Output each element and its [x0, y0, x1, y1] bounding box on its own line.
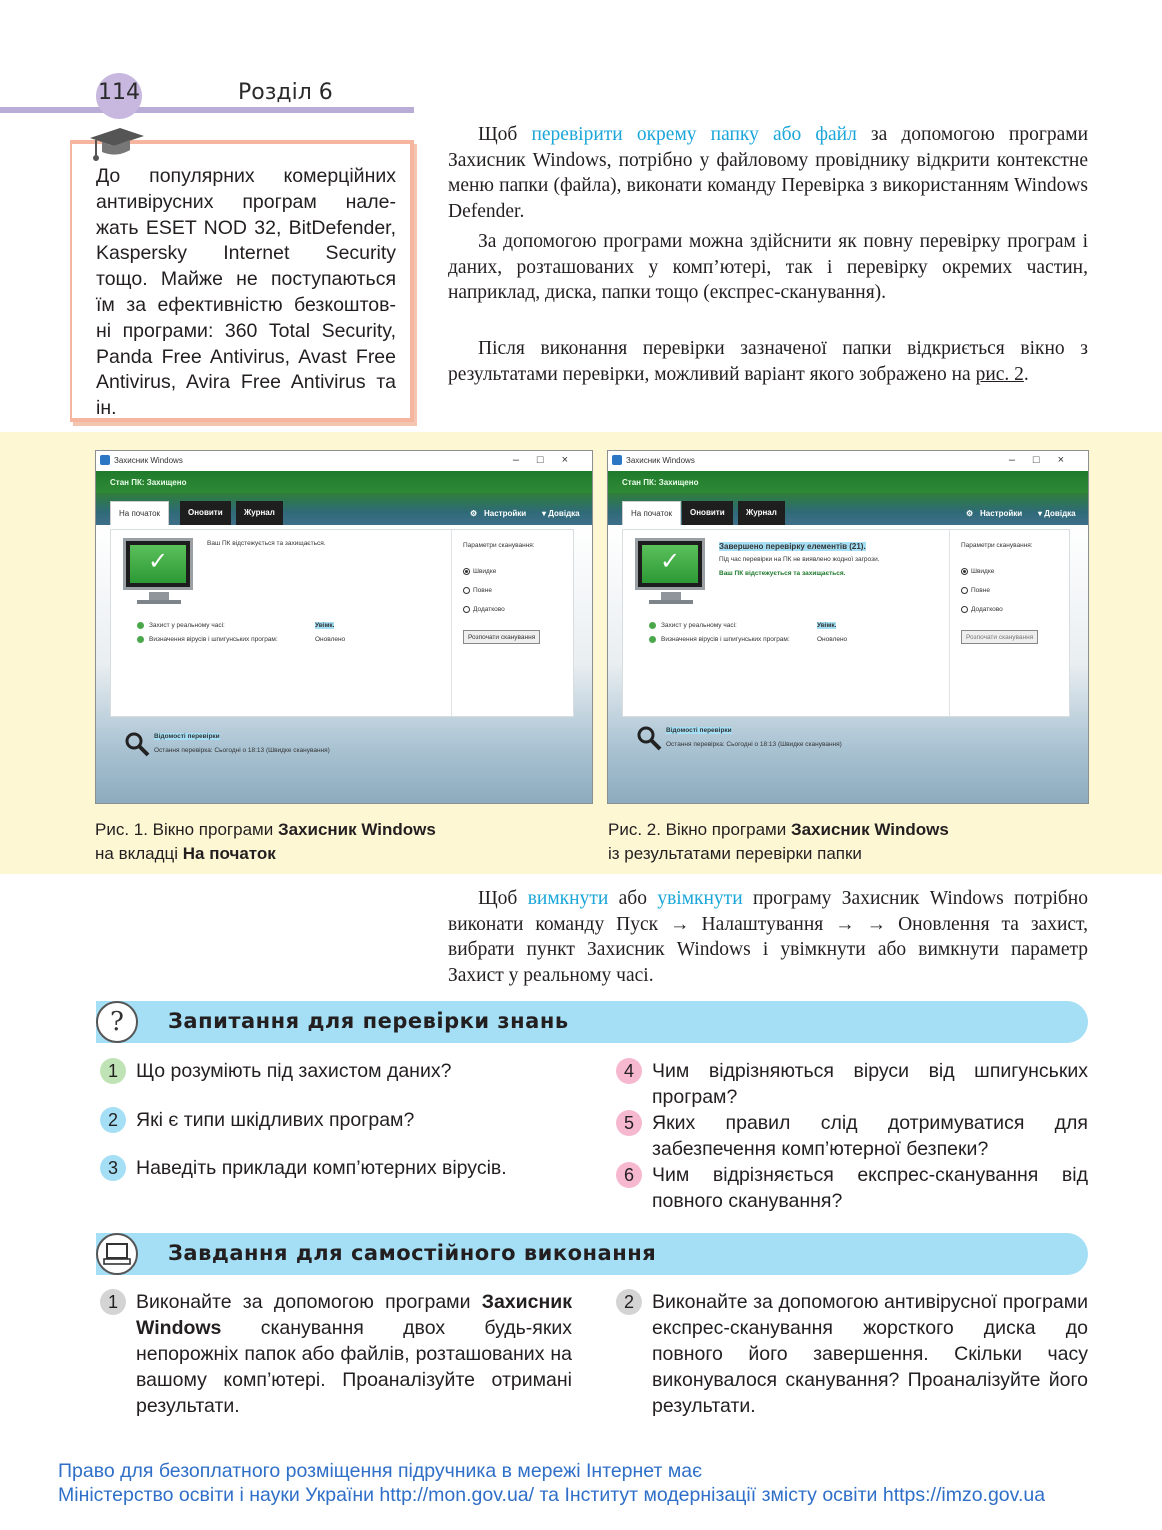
gear-icon[interactable]: ⚙: [966, 509, 974, 518]
radio-full[interactable]: [961, 587, 968, 594]
scan-complete-title: Завершено перевірку елементів (21).: [719, 542, 866, 551]
paragraph-check-folder: [448, 122, 1088, 224]
task-number: 2: [616, 1289, 642, 1315]
para1-post: за допомогою програми Захисник Windows, потрібно у файловому провіднику відкрити контекстне меню папки (файла), виконати команду Перевірка з використанням Windows Defender.: [448, 124, 1088, 222]
para4-pre: Щоб: [478, 888, 528, 909]
question-number: 1: [100, 1058, 126, 1084]
tab-home[interactable]: На початок: [110, 501, 169, 525]
window-title: Захисник Windows: [626, 456, 695, 465]
start-scan-button[interactable]: Розпочати сканування: [463, 630, 540, 644]
note-line: тощо. Майже не поступаються: [96, 268, 396, 291]
status-text: Стан ПК: Захищено: [110, 478, 187, 487]
para3-post: .: [1023, 363, 1029, 385]
realtime-label: Захист у реальному часі:: [149, 622, 225, 629]
option-custom-label: Додатково: [971, 606, 1003, 613]
tab-history[interactable]: Журнал: [236, 501, 283, 525]
paragraph-toggle-defender: [448, 886, 1088, 988]
protected-monitor-icon: ✓: [635, 538, 705, 590]
computer-icon: [96, 1233, 138, 1275]
question-number: 6: [616, 1162, 642, 1188]
link-disable[interactable]: вимкнути: [527, 888, 609, 909]
question-item: Чим відрізняється експрес-сканування від повного сканування?: [652, 1164, 1088, 1212]
note-line: ні програми: 360 Total Security,: [96, 319, 396, 342]
note-line: Antivirus, Avira Free Antivirus та ін.: [96, 371, 396, 420]
option-quick-label: Швидке: [473, 568, 497, 575]
note-line: антивірусних програм нале-: [96, 190, 396, 213]
caption-1-bold: Захисник Windows: [277, 820, 436, 839]
protected-message: Ваш ПК відстежується та захищається.: [719, 570, 846, 577]
note-line: жать ESET NOD 32, BitDefender,: [96, 216, 396, 239]
tab-update[interactable]: Оновити: [682, 501, 733, 525]
para4-post: програму Захисник Windows потрібно виконати команду Пуск → Налаштування → → Оновлення та захист, вибрати пункт Захисник Windows і увімкнути або вимкнути параметр Захист у реальному часі.: [448, 888, 1088, 986]
caption-1-line2-bold: На початок: [182, 844, 276, 863]
results-panel: [622, 529, 1070, 717]
settings-link[interactable]: Настройки: [484, 509, 527, 518]
question-number: 4: [616, 1058, 642, 1084]
status-bar: [96, 471, 592, 493]
scan-options-label: Параметри сканування:: [961, 542, 1033, 549]
question-number: 2: [100, 1107, 126, 1133]
caption-2-bold: Захисник Windows: [790, 820, 949, 839]
page-number: 114: [98, 80, 140, 105]
paragraph-scan-types: За допомогою програми можна здійснити як повну перевірку програм і даних, розташованих у комп’ютері, так і перевірку окремих частин, наприклад, диска, папки тощо (експрес-сканування).: [448, 231, 1088, 303]
window-titlebar: [96, 451, 592, 471]
note-line: їм за ефективністю безкоштов-: [96, 293, 396, 316]
caption-2-line2: із результатами перевірки папки: [608, 844, 862, 863]
help-link[interactable]: ▾ Довідка: [1038, 509, 1076, 518]
task-1-post: сканування двох будь-яких непорожніх папок або файлів, розташованих на вашому комп’ютері. Проаналізуйте отримані результати.: [136, 1317, 572, 1417]
tab-home[interactable]: На початок: [622, 501, 681, 525]
realtime-value: Увімк.: [315, 622, 335, 629]
window-titlebar: [608, 451, 1088, 471]
task-item: Виконайте за допомогою антивірусної програми експрес-сканування жорсткого диска до повного його завершення. Скільки часу виконувалося сканування? Проаналізуйте його результати.: [652, 1291, 1088, 1417]
graduation-cap-icon: [86, 124, 146, 164]
footer-links-line[interactable]: Міністерство освіти і науки України http://mon.gov.ua/ та Інститут модернізації змісту освіти https://imzo.gov.ua: [58, 1484, 1046, 1506]
figure-2-defender-results-window: [607, 450, 1089, 804]
header-rule: [0, 107, 414, 113]
figure-1-defender-window: [95, 450, 593, 804]
status-ok-icon: [137, 636, 144, 643]
sidebar-note-text: [96, 164, 396, 422]
last-scan-info: Остання перевірка: Сьогодні о 18:13 (Швидке сканування): [666, 741, 842, 748]
window-title: Захисник Windows: [114, 456, 183, 465]
section-title: Розділ 6: [238, 80, 333, 105]
scan-options-label: Параметри сканування:: [463, 542, 535, 549]
gear-icon[interactable]: ⚙: [470, 509, 478, 518]
definitions-label: Визначення вірусів і шпигунських програм:: [661, 636, 790, 643]
status-bar: [608, 471, 1088, 493]
question-number: 5: [616, 1110, 642, 1136]
definitions-label: Визначення вірусів і шпигунських програм:: [149, 636, 278, 643]
status-text: Стан ПК: Захищено: [622, 478, 699, 487]
figure-1-caption: [95, 818, 436, 866]
radio-full[interactable]: [463, 587, 470, 594]
option-quick-label: Швидке: [971, 568, 995, 575]
scan-complete-subtitle: Під час перевірки на ПК не виявлено жодної загрози.: [719, 556, 880, 563]
option-custom-label: Додатково: [473, 606, 505, 613]
question-mark-icon: ?: [96, 1001, 138, 1043]
tab-update[interactable]: Оновити: [180, 501, 231, 525]
start-scan-button[interactable]: Розпочати сканування: [961, 630, 1038, 644]
task-number: 1: [100, 1289, 126, 1315]
protected-message: Ваш ПК відстежується та захищається.: [207, 540, 326, 547]
option-full-label: Повне: [473, 587, 492, 594]
window-controls[interactable]: –□×: [512, 454, 586, 466]
magnifier-icon: [636, 725, 662, 751]
figure-reference[interactable]: рис. 2: [975, 363, 1024, 385]
window-body: [608, 525, 1088, 803]
question-item: Яких правил слід дотримуватися для забезпечення комп’ютерної безпеки?: [652, 1112, 1088, 1160]
radio-quick[interactable]: [463, 568, 470, 575]
questions-title: Запитання для перевірки знань: [168, 1009, 569, 1033]
realtime-label: Захист у реальному часі:: [661, 622, 737, 629]
question-number: 3: [100, 1155, 126, 1181]
last-scan-info: Остання перевірка: Сьогодні о 18:13 (Швидке сканування): [154, 747, 330, 754]
home-panel: [110, 529, 574, 717]
window-controls[interactable]: –□×: [1008, 454, 1082, 466]
tab-history[interactable]: Журнал: [738, 501, 785, 525]
task-1-pre: Виконайте за допомогою програми: [136, 1291, 482, 1313]
radio-quick[interactable]: [961, 568, 968, 575]
radio-custom[interactable]: [961, 606, 968, 613]
task-1-bold: Захисник Windows: [136, 1291, 572, 1339]
status-ok-icon: [649, 636, 656, 643]
protected-monitor-icon: ✓: [123, 538, 193, 590]
settings-link[interactable]: Настройки: [980, 509, 1023, 518]
window-body: [96, 525, 592, 803]
defender-app-icon: [100, 455, 110, 465]
link-check-folder[interactable]: перевірити окрему папку або файл: [531, 124, 857, 145]
para3-pre: Після виконання перевірки зазначеної папки відкриється вікно з результатами перевірки, можливий варіант якого зображено на: [448, 338, 1088, 385]
note-line: До популярних комерційних: [96, 165, 396, 187]
status-ok-icon: [649, 622, 656, 629]
footer-license-line: Право для безоплатного розміщення підручника в мережі Інтернет має: [58, 1460, 703, 1482]
tab-bar: [608, 493, 1088, 525]
defender-app-icon: [612, 455, 622, 465]
para4-mid: або: [608, 888, 658, 909]
magnifier-icon: [124, 731, 150, 757]
question-item: Які є типи шкідливих програм?: [136, 1109, 415, 1131]
status-ok-icon: [137, 622, 144, 629]
note-line: Panda Free Antivirus, Avast Free: [96, 345, 396, 368]
option-full-label: Повне: [971, 587, 990, 594]
tab-bar: [96, 493, 592, 525]
question-item: Наведіть приклади комп’ютерних вірусів.: [136, 1157, 507, 1179]
figure-2-caption: [608, 818, 949, 866]
realtime-value: Увімк.: [817, 622, 837, 629]
definitions-value: Оновлено: [817, 636, 848, 643]
radio-custom[interactable]: [463, 606, 470, 613]
question-item: Що розуміють під захистом даних?: [136, 1060, 452, 1082]
note-line: Kaspersky Internet Security: [96, 242, 396, 265]
paragraph-scan-results: [448, 336, 1088, 387]
question-item: Чим відрізняються віруси від шпигунських програм?: [652, 1060, 1088, 1108]
link-enable[interactable]: увімкнути: [657, 888, 743, 909]
para1-pre: Щоб: [478, 124, 532, 145]
task-item: [136, 1289, 572, 1419]
tasks-title: Завдання для самостійного виконання: [168, 1241, 657, 1265]
help-link[interactable]: ▾ Довідка: [542, 509, 580, 518]
caption-1-prefix: Рис. 1. Вікно програми: [95, 820, 278, 839]
caption-1-line2-prefix: на вкладці: [95, 844, 183, 863]
caption-2-prefix: Рис. 2. Вікно програми: [608, 820, 791, 839]
scan-details-title: Відомості перевірки: [154, 733, 220, 740]
scan-details-title: Відомості перевірки: [666, 727, 732, 734]
definitions-value: Оновлено: [315, 636, 346, 643]
